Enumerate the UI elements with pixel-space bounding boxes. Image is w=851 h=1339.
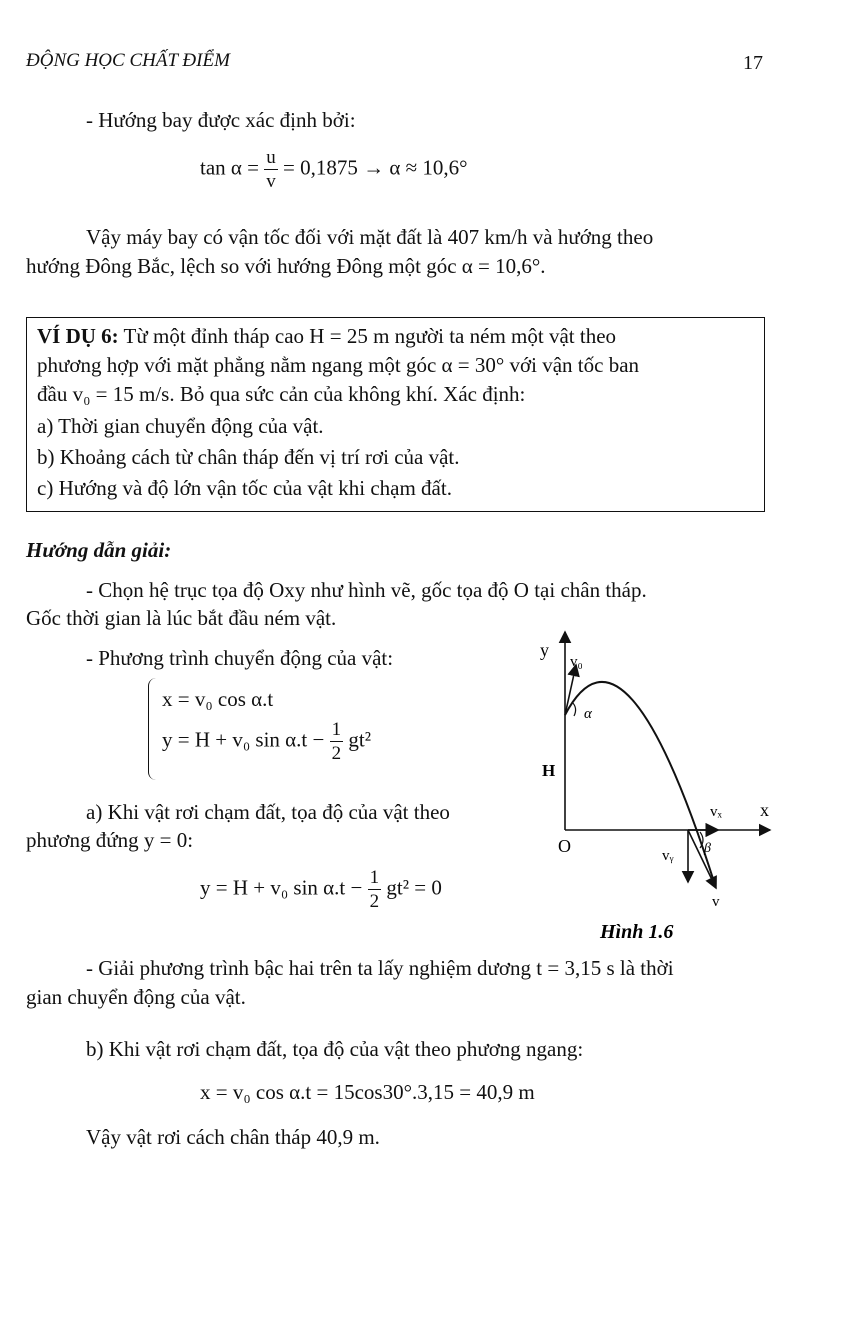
chapter-title: ĐỘNG HỌC CHẤT ĐIỂM	[26, 50, 230, 71]
equation-range: x = v₀ cos α.t = 15cos30°.3,15 = 40,9 m	[200, 1080, 535, 1104]
label-v0: v₀	[570, 654, 583, 670]
axes-line-1: - Chọn hệ trục tọa độ Oxy như hình vẽ, gốc tọa độ O tại chân tháp.	[86, 578, 647, 602]
tan-numerator: u	[266, 147, 276, 168]
label-H: H	[542, 761, 556, 780]
projectile-figure	[520, 620, 790, 950]
equation-ground-right: gt² = 0	[386, 875, 442, 900]
label-x: x	[760, 800, 769, 820]
part-b-result: Vậy vật rơi cách chân tháp 40,9 m.	[86, 1125, 380, 1149]
equation-y-left: y = H + v₀ sin α.t −	[162, 727, 325, 752]
equation-y-fraction	[330, 720, 344, 763]
example-line-1	[37, 324, 616, 349]
direction-line: - Hướng bay được xác định bởi:	[86, 108, 356, 132]
label-beta: β	[704, 841, 711, 856]
label-vy: vᵧ	[662, 848, 674, 864]
axes-line-2: Gốc thời gian là lúc bắt đầu ném vật.	[26, 606, 337, 630]
v0-vector	[565, 665, 576, 715]
tan-denominator: v	[266, 171, 276, 192]
equation-y-numerator: 1	[331, 719, 342, 740]
equation-ground	[200, 868, 442, 911]
page-number: 17	[743, 52, 763, 74]
equation-ground-numerator: 1	[369, 867, 380, 888]
example-question-a: a) Thời gian chuyển động của vật.	[37, 414, 324, 438]
equation-x: x = v₀ cos α.t	[162, 687, 274, 711]
example-label: VÍ DỤ 6:	[37, 324, 119, 348]
conclusion-line-2: hướng Đông Bắc, lệch so với hướng Đông một góc α = 10,6°.	[26, 254, 546, 278]
example-question-b: b) Khoảng cách từ chân tháp đến vị trí rơi của vật.	[37, 445, 460, 469]
equation-ground-denominator: 2	[369, 891, 380, 912]
motion-eq-label: - Phương trình chuyển động của vật:	[86, 646, 394, 670]
figure-caption: Hình 1.6	[600, 921, 674, 943]
equation-ground-left: y = H + v₀ sin α.t −	[200, 875, 363, 900]
label-y: y	[540, 640, 549, 660]
label-v: v	[712, 894, 720, 910]
example-line-1-text: Từ một đỉnh tháp cao H = 25 m người ta ném một vật theo	[123, 324, 617, 348]
label-alpha: α	[584, 706, 592, 722]
solve-line-1: - Giải phương trình bậc hai trên ta lấy nghiệm dương t = 3,15 s là thời	[86, 956, 674, 980]
label-vx: vₓ	[710, 804, 722, 820]
part-b-line: b) Khi vật rơi chạm đất, tọa độ của vật theo phương ngang:	[86, 1037, 584, 1061]
example-question-c: c) Hướng và độ lớn vận tốc của vật khi chạm đất.	[37, 476, 452, 500]
alpha-arc	[572, 702, 576, 716]
equation-y	[162, 720, 371, 763]
tan-fraction	[264, 148, 278, 191]
equation-y-right: gt²	[348, 727, 372, 752]
v-vector	[688, 830, 716, 888]
equation-ground-fraction	[368, 868, 382, 911]
part-a-line-2: phương đứng y = 0:	[26, 828, 194, 852]
solve-line-2: gian chuyển động của vật.	[26, 985, 246, 1009]
example-line-3: đầu v₀ = 15 m/s. Bỏ qua sức cản của không khí. Xác định:	[37, 382, 526, 406]
part-a-line-1: a) Khi vật rơi chạm đất, tọa độ của vật theo	[86, 800, 450, 824]
equation-y-denominator: 2	[331, 743, 342, 764]
tan-lhs: tan α =	[200, 155, 260, 180]
label-O: O	[558, 836, 571, 856]
conclusion-line-1: Vậy máy bay có vận tốc đối với mặt đất là 407 km/h và hướng theo	[86, 225, 654, 249]
example-line-2: phương hợp với mặt phẳng nằm ngang một góc α = 30° với vận tốc ban	[37, 353, 640, 377]
equation-system-brace	[148, 678, 159, 780]
solution-heading: Hướng dẫn giải:	[26, 538, 172, 562]
example-box	[26, 317, 765, 512]
tan-equation	[200, 148, 468, 191]
tan-rhs: = 0,1875 → α ≈ 10,6°	[283, 155, 468, 180]
